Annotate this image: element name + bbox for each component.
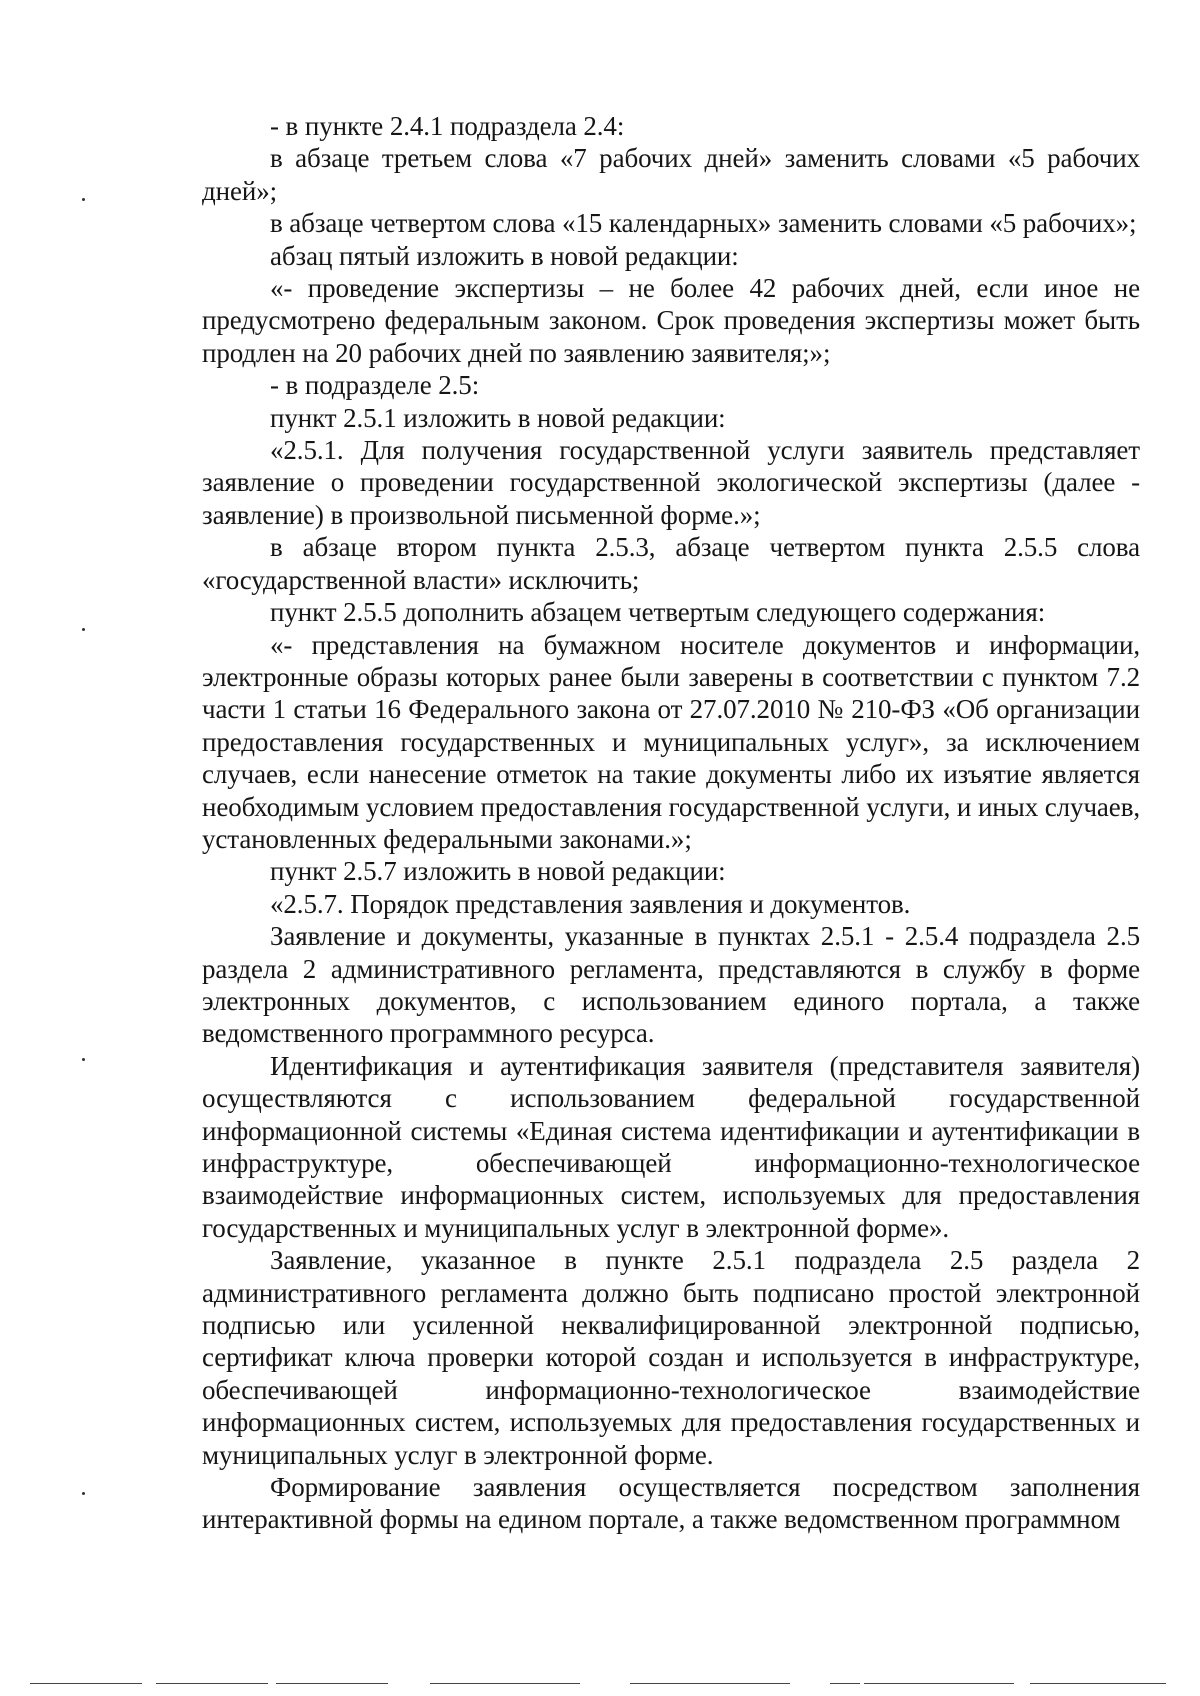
scan-speck xyxy=(82,1492,85,1495)
paragraph: Заявление, указанное в пункте 2.5.1 подраздела 2.5 раздела 2 административного регламента должно быть подписано простой электронной подписью или усиленной неквалифицированной электронной подписью, сертификат ключа проверки которой создан и используется в инфраструктуре, обеспечивающей информационно-технологическое взаимодействие информационных систем, используемых для предоставления государственных и муниципальных услуг в электронной форме. xyxy=(202,1245,1140,1470)
footer-rule xyxy=(156,1683,268,1684)
paragraph: пункт 2.5.7 изложить в новой редакции: xyxy=(270,856,726,887)
footer-rule xyxy=(276,1683,388,1684)
paragraph: в абзаце третьем слова «7 рабочих дней» заменить словами «5 рабочих дней»; xyxy=(202,143,1140,206)
paragraph: «2.5.7. Порядок представления заявления и документов. xyxy=(270,888,911,919)
paragraph: - в подразделе 2.5: xyxy=(270,370,480,401)
paragraph: «- проведение экспертизы – не более 42 рабочих дней, если иное не предусмотрено федеральным законом. Срок проведения экспертизы может быть продлен на 20 рабочих дней по заявлению заявителя;»; xyxy=(202,273,1140,368)
footer-rule xyxy=(30,1683,142,1684)
scan-speck xyxy=(82,628,85,631)
paragraph: абзац пятый изложить в новой редакции: xyxy=(270,240,739,271)
paragraph: «2.5.1. Для получения государственной услуги заявитель представляет заявление о проведении государственной экологической экспертизы (далее - заявление) в произвольной письменной форме.»; xyxy=(202,435,1140,530)
paragraph: Формирование заявления осуществляется посредством заполнения интерактивной формы на едином портале, а также ведомственном программном xyxy=(202,1472,1140,1535)
paragraph: Заявление и документы, указанные в пунктах 2.5.1 - 2.5.4 подраздела 2.5 раздела 2 административного регламента, представляются в службу в форме электронных документов, с использованием единого портала, а также ведомственного программного ресурса. xyxy=(202,921,1140,1049)
paragraph: пункт 2.5.1 изложить в новой редакции: xyxy=(270,402,726,433)
footer-rule xyxy=(1030,1683,1166,1684)
paragraph: в абзаце втором пункта 2.5.3, абзаце четвертом пункта 2.5.5 слова «государственной власти» исключить; xyxy=(202,532,1140,595)
paragraph: пункт 2.5.5 дополнить абзацем четвертым следующего содержания: xyxy=(270,597,1046,628)
document-body xyxy=(202,110,1140,1536)
scan-speck xyxy=(82,1058,85,1061)
paragraph: Идентификация и аутентификация заявителя (представителя заявителя) осуществляются с использованием федеральной государственной информационной системы «Единая система идентификации и аутентификации в инфраструктуре, обеспечивающей информационно-технологическое взаимодействие информационных систем, используемых для предоставления государственных и муниципальных услуг в электронной форме». xyxy=(202,1050,1140,1243)
scan-speck xyxy=(82,198,85,201)
footer-rule xyxy=(430,1683,580,1684)
footer-rule xyxy=(630,1683,790,1684)
footer-rule xyxy=(830,1683,860,1684)
paragraph: в абзаце четвертом слова «15 календарных» заменить словами «5 рабочих»; xyxy=(270,208,1137,239)
paragraph: «- представления на бумажном носителе документов и информации, электронные образы которых ранее были заверены в соответствии с пунктом 7.2 части 1 статьи 16 Федерального закона от 27.07.2010 № 210-ФЗ «Об организации предоставления государственных и муниципальных услуг», за исключением случаев, если нанесение отметок на такие документы либо их изъятие является необходимым условием предоставления государственной услуги, и иных случаев, установленных федеральными законами.»; xyxy=(202,629,1140,854)
footer-rule xyxy=(864,1683,1014,1684)
paragraph: - в пункте 2.4.1 подраздела 2.4: xyxy=(270,111,625,141)
scan-footer-lines xyxy=(30,1683,1170,1687)
